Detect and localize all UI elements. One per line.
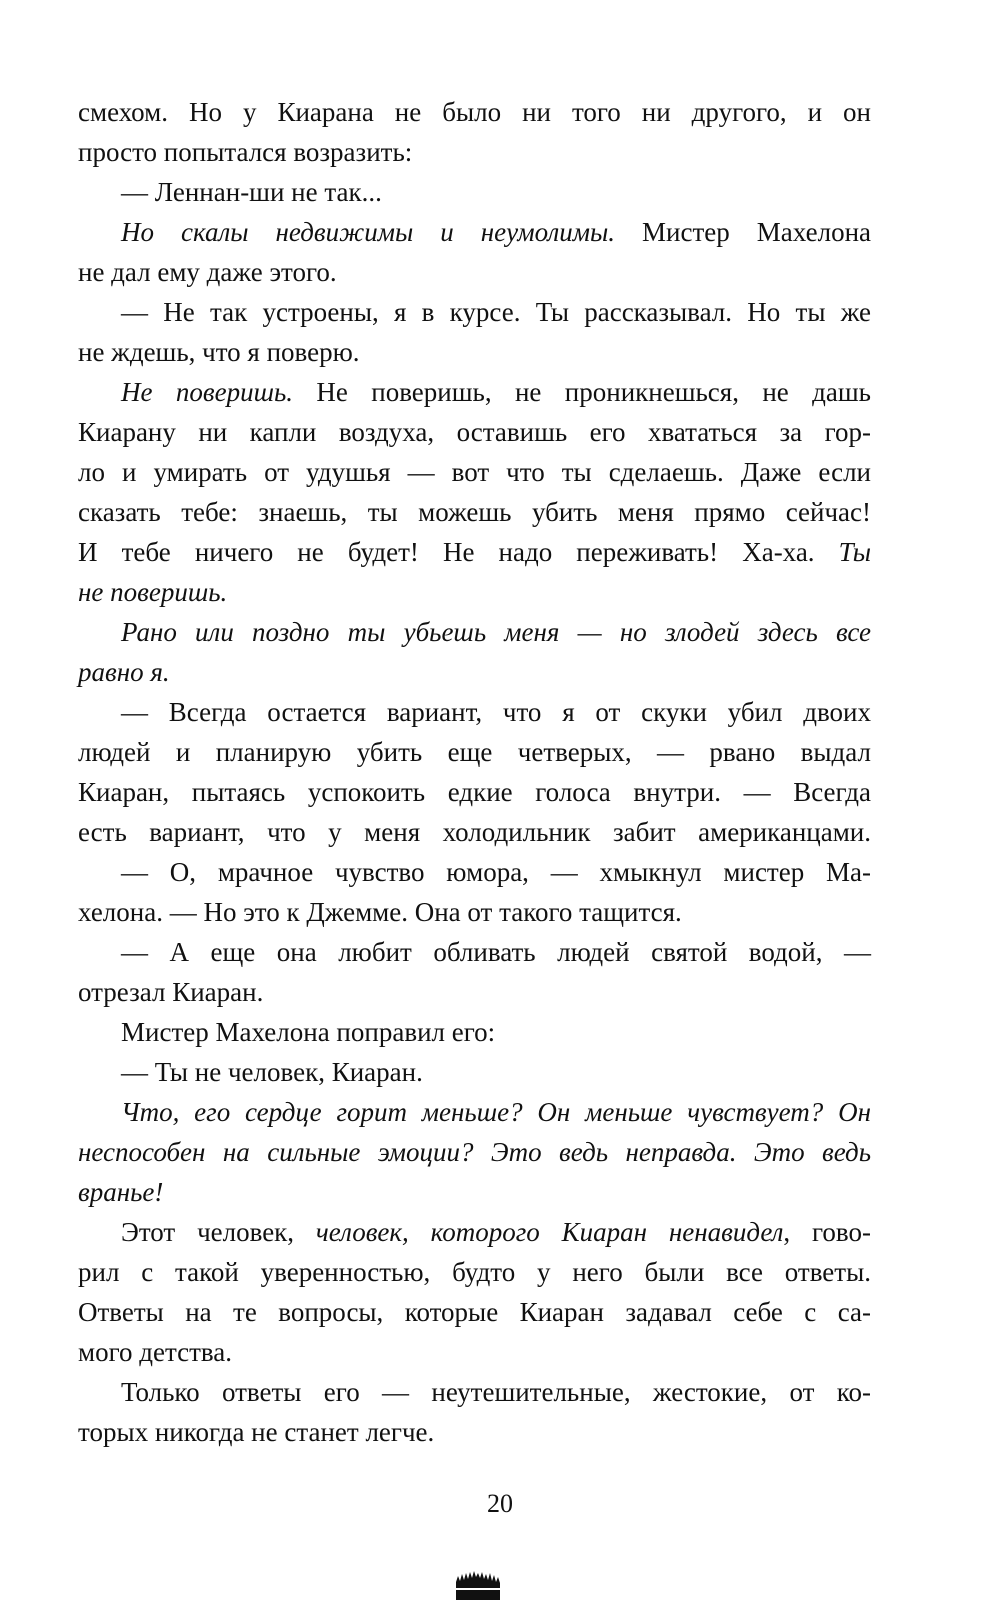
text-line: Киаран, пытаясь успокоить едкие голоса внутри. — Всегда	[78, 777, 871, 807]
text-line: ло и умирать от удушья — вот что ты сделаешь. Даже если	[78, 457, 871, 487]
text-run: Мистер Махелона	[615, 217, 871, 247]
text-line: рил с такой уверенностью, будто у него были все ответы.	[78, 1257, 871, 1287]
text-line: торых никогда не станет легче.	[78, 1417, 435, 1447]
text-line: Мистер Махелона поправил его:	[121, 1017, 496, 1047]
text-run: , гово-	[783, 1217, 871, 1247]
text-line: Только ответы его — неутешительные, жестокие, от ко-	[121, 1377, 871, 1407]
italic-run: Не поверишь.	[121, 377, 293, 407]
text-line: сказать тебе: знаешь, ты можешь убить меня прямо сейчас!	[78, 497, 871, 527]
text-line: — Леннан-ши не так...	[121, 177, 382, 207]
text-run: Не поверишь, не проникнешься, не дашь	[293, 377, 871, 407]
text-run: И тебе ничего не будет! Не надо переживать! Ха-ха.	[78, 537, 839, 567]
text-line: хелона. — Но это к Джемме. Она от такого тащится.	[78, 897, 682, 927]
text-run: Этот человек,	[121, 1217, 316, 1247]
text-line: Киарану ни капли воздуха, оставишь его хвататься за гор-	[78, 417, 871, 447]
text-line	[78, 212, 871, 252]
italic-run: Ты	[838, 537, 871, 567]
italic-run: человек, которого Киаран ненавидел	[315, 1217, 784, 1247]
text-line: не дал ему даже этого.	[78, 257, 337, 287]
text-line: отрезал Киаран.	[78, 977, 264, 1007]
text-line: равно я.	[78, 657, 170, 687]
text-line: — Ты не человек, Киаран.	[121, 1057, 423, 1087]
publisher-mark-icon	[454, 1568, 502, 1600]
text-line: Что, его сердце горит меньше? Он меньше чувствует? Он	[121, 1097, 871, 1127]
text-line: есть вариант, что у меня холодильник забит американцами.	[78, 817, 871, 847]
text-line: неспособен на сильные эмоции? Это ведь неправда. Это ведь	[78, 1137, 871, 1167]
italic-run: Но скалы недвижимы и неумолимы.	[121, 217, 616, 247]
text-line: — О, мрачное чувство юмора, — хмыкнул мистер Ма-	[121, 857, 871, 887]
text-line: — Не так устроены, я в курсе. Ты рассказывал. Но ты же	[121, 297, 871, 327]
text-line: Ответы на те вопросы, которые Киаран задавал себе с са-	[78, 1297, 871, 1327]
text-line: не поверишь.	[78, 577, 228, 607]
text-line: не ждешь, что я поверю.	[78, 337, 360, 367]
text-line: людей и планирую убить еще четверых, — рвано выдал	[78, 737, 871, 767]
body-text	[78, 92, 871, 1452]
text-line: просто попытался возразить:	[78, 137, 413, 167]
text-line: Рано или поздно ты убьешь меня — но злодей здесь все	[121, 617, 871, 647]
text-line: вранье!	[78, 1177, 164, 1207]
text-line	[78, 1212, 871, 1252]
text-line	[78, 372, 871, 412]
text-line: смехом. Но у Киарана не было ни того ни другого, и он	[78, 97, 871, 127]
text-line	[78, 532, 871, 572]
text-line: мого детства.	[78, 1337, 232, 1367]
text-line: — А еще она любит обливать людей святой водой, —	[121, 937, 871, 967]
page-number: 20	[487, 1489, 513, 1518]
text-line: — Всегда остается вариант, что я от скуки убил двоих	[121, 697, 871, 727]
